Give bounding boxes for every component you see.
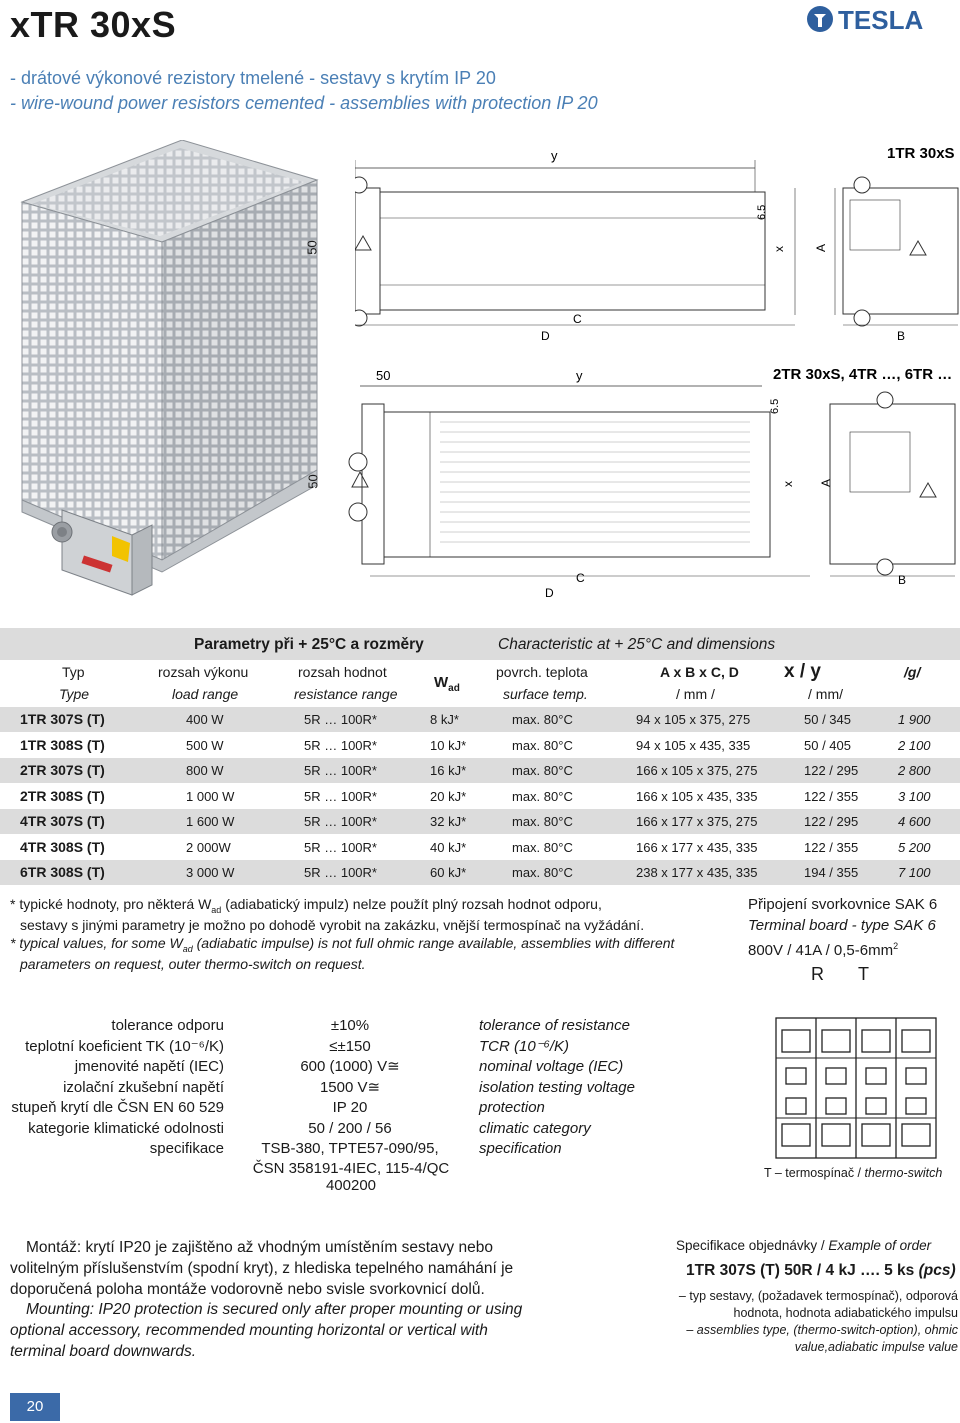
cell-wad: 40 kJ* bbox=[430, 839, 467, 855]
svg-text:50: 50 bbox=[376, 368, 391, 383]
cell-res: 5R … 100R* bbox=[304, 839, 377, 855]
svg-text:x: x bbox=[781, 481, 795, 487]
cell-res: 5R … 100R* bbox=[304, 712, 377, 727]
header-temp-cz: povrch. teplota bbox=[496, 664, 588, 680]
cell-wad: 20 kJ* bbox=[430, 788, 467, 804]
cell-res: 5R … 100R* bbox=[304, 865, 377, 880]
cell-dims: 94 x 105 x 375, 275 bbox=[636, 712, 751, 727]
cell-res: 5R … 100R* bbox=[304, 763, 377, 778]
header-xy: x / y bbox=[784, 661, 821, 682]
mounting-cz-2: volitelným příslušenstvím (spodní kryt), z hlediska tepelného namáhání je bbox=[10, 1260, 514, 1277]
cell-g: 4 600 bbox=[898, 814, 931, 829]
spec-extra: ČSN 358191-4IEC, 115-4/QC 400200 bbox=[252, 1160, 450, 1194]
svg-text:D: D bbox=[545, 586, 554, 600]
svg-text:1TR 30xS: 1TR 30xS bbox=[887, 145, 955, 162]
svg-text:6.5: 6.5 bbox=[769, 398, 781, 414]
cell-wad: 32 kJ* bbox=[430, 814, 467, 829]
note-cz-2: sestavy s jinými parametry je možno po dohodě vyrobit na zakázku, vnější termospínač na vyžádání. bbox=[20, 917, 645, 933]
cell-res: 5R … 100R* bbox=[304, 814, 377, 829]
page-number: 20 bbox=[10, 1393, 60, 1421]
cell-power: 1 000 W bbox=[186, 788, 235, 804]
cell-g: 2 800 bbox=[898, 763, 931, 778]
spec-value: 1500 V≅ bbox=[319, 1078, 381, 1096]
spec-label-en: TCR (10⁻⁶/K) bbox=[479, 1037, 569, 1055]
drawing-2tr bbox=[330, 362, 960, 602]
svg-text:2TR 30xS, 4TR …, 6TR …: 2TR 30xS, 4TR …, 6TR … bbox=[773, 366, 953, 383]
terminal-label-t: T bbox=[858, 964, 869, 984]
header-wad: $W_{ad}$ bbox=[434, 674, 460, 694]
subtitle-english: - wire-wound power resistors cemented - assemblies with protection IP 20 bbox=[10, 93, 598, 113]
header-power-en: load range bbox=[172, 686, 239, 702]
section-title-en: Characteristic at + 25°C and dimensions bbox=[498, 636, 776, 653]
cell-xy: 122 / 295 bbox=[804, 814, 859, 829]
cell-temp: max. 80°C bbox=[512, 737, 573, 753]
table-row bbox=[0, 809, 960, 834]
cell-dims: 94 x 105 x 435, 335 bbox=[636, 737, 751, 753]
spec-label-en: nominal voltage (IEC) bbox=[479, 1058, 624, 1075]
mounting-cz-3: doporučená poloha montáže vodorovně nebo svisle svorkovnicí dolů. bbox=[10, 1281, 485, 1298]
cell-res: 5R … 100R* bbox=[304, 788, 377, 804]
svg-text:A: A bbox=[819, 478, 833, 487]
cell-res: 5R … 100R* bbox=[304, 737, 377, 753]
spec-label-cz: izolační zkušební napětí bbox=[63, 1078, 224, 1096]
cell-xy: 50 / 345 bbox=[804, 712, 851, 727]
cell-temp: max. 80°C bbox=[512, 839, 573, 855]
mounting-en-1: Mounting: IP20 protection is secured only after proper mounting or using bbox=[26, 1301, 523, 1318]
header-weight: /g/ bbox=[904, 664, 921, 680]
cell-power: 500 W bbox=[186, 737, 224, 753]
header-res-cz: rozsah hodnot bbox=[298, 664, 387, 680]
svg-text:6.5: 6.5 bbox=[756, 204, 768, 220]
cell-wad: 10 kJ* bbox=[430, 737, 467, 753]
subtitle-czech: - drátové výkonové rezistory tmelené - sestavy s krytím IP 20 bbox=[10, 68, 496, 88]
cell-xy: 50 / 405 bbox=[804, 737, 851, 753]
note-en-1: * typical values, for some $W_{ad}$ (adiabatic impulse) is not full ohmic range available, assemblies with different bbox=[10, 935, 675, 954]
header-dims: A x B x C, D bbox=[660, 664, 739, 680]
tesla-logo bbox=[806, 4, 956, 34]
svg-text:B: B bbox=[898, 573, 907, 587]
cell-xy: 122 / 355 bbox=[804, 788, 859, 804]
table-row bbox=[0, 707, 960, 732]
terminal-info bbox=[748, 894, 937, 961]
drawing-1tr bbox=[355, 140, 960, 355]
dim-50-top: 50 bbox=[304, 240, 320, 255]
cell-g: 7 100 bbox=[898, 865, 931, 880]
spec-label-cz: jmenovité napětí (IEC) bbox=[74, 1058, 224, 1075]
svg-text:D: D bbox=[541, 329, 550, 343]
cell-temp: max. 80°C bbox=[512, 712, 573, 727]
table-section-header bbox=[0, 628, 960, 660]
cell-type: 4TR 308S (T) bbox=[20, 838, 105, 855]
order-description: – typ sestavy, (požadavek termospínač), odporová hodnota, hodnota adiabatického impulsu – assemblies type, (thermo-switch-option), ohmic value,adiabatic impulse value bbox=[678, 1289, 958, 1354]
cell-power: 3 000 W bbox=[186, 865, 235, 880]
cell-dims: 166 x 177 x 435, 335 bbox=[636, 839, 758, 855]
terminal-line-en: Terminal board - type SAK 6 bbox=[748, 917, 936, 934]
svg-text:y: y bbox=[576, 368, 583, 383]
order-example: 1TR 307S (T) 50R / 4 kJ …. 5 ks (pcs) bbox=[686, 1262, 956, 1279]
svg-text:TESLA: TESLA bbox=[838, 5, 924, 34]
cell-type: 1TR 307S (T) bbox=[20, 711, 105, 727]
cell-temp: max. 80°C bbox=[512, 865, 573, 880]
cell-type: 2TR 307S (T) bbox=[20, 762, 105, 778]
svg-text:y: y bbox=[551, 148, 558, 163]
order-title: Specifikace objednávky / Example of order bbox=[676, 1238, 932, 1253]
spec-label-en: protection bbox=[479, 1099, 545, 1116]
cell-temp: max. 80°C bbox=[512, 788, 573, 804]
note-cz-1: * typické hodnoty, pro některá $W_{ad}$ (adiabatický impulz) nelze použít plný rozsah hodnot odporu, bbox=[10, 896, 602, 915]
cell-wad: 8 kJ* bbox=[430, 712, 459, 727]
table-column-headers bbox=[0, 660, 960, 706]
page-title: xTR 30xS bbox=[10, 4, 177, 45]
spec-label-cz: specifikace bbox=[149, 1140, 224, 1157]
spec-label-cz: stupeň krytí dle ČSN EN 60 529 bbox=[11, 1099, 224, 1116]
spec-value: ≤±150 bbox=[329, 1037, 371, 1055]
cell-power: 1 600 W bbox=[186, 814, 235, 829]
header-type: Type bbox=[59, 686, 90, 702]
spec-value: TSB-380, TPTE57-090/95, bbox=[261, 1140, 439, 1157]
table-row bbox=[0, 733, 960, 758]
svg-text:A: A bbox=[814, 243, 828, 252]
svg-text:C: C bbox=[576, 571, 585, 585]
terminal-caption: T – termospínač / thermo-switch bbox=[764, 1166, 943, 1180]
cell-dims: 166 x 105 x 435, 335 bbox=[636, 788, 758, 804]
terminal-label-r: R bbox=[811, 964, 824, 984]
spec-value: IP 20 bbox=[332, 1099, 368, 1116]
cell-temp: max. 80°C bbox=[512, 763, 573, 778]
cell-type: 6TR 308S (T) bbox=[20, 864, 105, 880]
spec-label-en: isolation testing voltage bbox=[479, 1078, 635, 1096]
cell-type: 4TR 307S (T) bbox=[20, 813, 105, 829]
cell-wad: 16 kJ* bbox=[430, 763, 467, 778]
terminal-board-drawing bbox=[772, 1014, 942, 1162]
terminal-rating: $800V / 41A / 0,5-6mm^2$ bbox=[748, 941, 899, 959]
section-title-cz: Parametry při + 25°C a rozměry bbox=[194, 636, 424, 653]
spec-label-en: climatic category bbox=[479, 1119, 591, 1137]
spec-value: 600 (1000) V≅ bbox=[300, 1058, 400, 1075]
spec-value: 50 / 200 / 56 bbox=[308, 1119, 392, 1137]
cell-g: 2 100 bbox=[898, 737, 931, 753]
table-row bbox=[0, 784, 960, 809]
cell-temp: max. 80°C bbox=[512, 814, 573, 829]
spec-label-cz: tolerance odporu bbox=[111, 1017, 224, 1034]
table-row bbox=[0, 835, 960, 860]
terminal-line-cz: Připojení svorkovnice SAK 6 bbox=[748, 896, 938, 913]
mounting-en-2: optional accessory, recommended mounting horizontal or vertical with bbox=[10, 1322, 488, 1339]
cell-xy: 122 / 355 bbox=[804, 839, 859, 855]
header-dims-unit: / mm / bbox=[676, 686, 715, 702]
mounting-en-3: terminal board downwards. bbox=[10, 1343, 197, 1360]
header-temp-en: surface temp. bbox=[503, 686, 588, 702]
cell-g: 5 200 bbox=[898, 839, 931, 855]
svg-text:B: B bbox=[897, 329, 906, 343]
header-power-cz: rozsah výkonu bbox=[158, 664, 249, 680]
svg-text:C: C bbox=[573, 312, 582, 326]
svg-text:x: x bbox=[772, 246, 786, 252]
cell-dims: 238 x 177 x 435, 335 bbox=[636, 865, 758, 880]
spec-label-en: specification bbox=[479, 1140, 562, 1157]
mounting-cz-1: Montáž: krytí IP20 je zajištěno až vhodným umístěním sestavy nebo bbox=[26, 1239, 493, 1256]
header-xy-unit: / mm/ bbox=[808, 686, 843, 702]
cell-g: 3 100 bbox=[898, 788, 931, 804]
header-typ: Typ bbox=[62, 664, 85, 680]
spec-label-cz: kategorie klimatické odolnosti bbox=[28, 1119, 224, 1137]
cell-dims: 166 x 105 x 375, 275 bbox=[636, 763, 758, 778]
cell-dims: 166 x 177 x 375, 275 bbox=[636, 814, 758, 829]
cell-g: 1 900 bbox=[898, 712, 931, 727]
product-photo bbox=[12, 140, 322, 610]
header-res-en: resistance range bbox=[294, 686, 398, 702]
cell-power: 800 W bbox=[186, 763, 224, 778]
cell-power: 2 000W bbox=[186, 839, 231, 855]
cell-type: 2TR 308S (T) bbox=[20, 787, 105, 804]
spec-value: ±10% bbox=[330, 1017, 370, 1034]
table-row bbox=[0, 860, 960, 885]
cell-xy: 122 / 295 bbox=[804, 763, 859, 778]
spec-label-cz: teplotní koeficient TK (10⁻⁶/K) bbox=[25, 1037, 224, 1055]
cell-type: 1TR 308S (T) bbox=[20, 736, 105, 753]
dim-50-bottom: 50 bbox=[305, 474, 321, 489]
spec-label-en: tolerance of resistance bbox=[479, 1017, 630, 1034]
cell-wad: 60 kJ* bbox=[430, 865, 467, 880]
cell-xy: 194 / 355 bbox=[804, 865, 859, 880]
note-en-2: parameters on request, outer thermo-switch on request. bbox=[20, 956, 366, 972]
table-row bbox=[0, 758, 960, 783]
cell-power: 400 W bbox=[186, 712, 224, 727]
